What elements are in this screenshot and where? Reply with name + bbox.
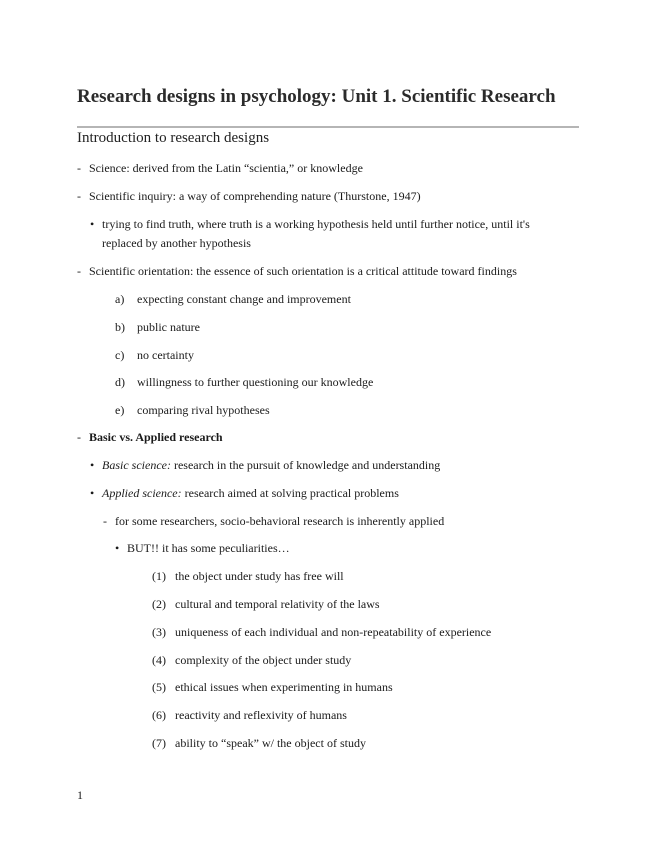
- list-marker: (4): [152, 653, 166, 667]
- list-marker: (2): [152, 597, 166, 611]
- document-title: Research designs in psychology: Unit 1. Scientific Research: [77, 86, 556, 107]
- peculiarity-item: ability to “speak” w/ the object of study: [175, 736, 366, 750]
- dash-marker: -: [77, 264, 81, 278]
- list-marker: a): [115, 292, 125, 306]
- list-marker: (6): [152, 708, 166, 722]
- list-marker: (5): [152, 680, 166, 694]
- list-marker: b): [115, 320, 125, 334]
- orientation-item: expecting constant change and improvement: [137, 292, 351, 306]
- list-marker: d): [115, 375, 125, 389]
- title-divider: [77, 126, 579, 128]
- bold-heading: Basic vs. Applied research: [89, 430, 223, 444]
- orientation-item: willingness to further questioning our knowledge: [137, 375, 374, 389]
- orientation-item: comparing rival hypotheses: [137, 403, 270, 417]
- peculiarity-item: cultural and temporal relativity of the laws: [175, 597, 380, 611]
- dash-marker: -: [103, 514, 107, 528]
- peculiarity-item: uniqueness of each individual and non-repeatability of experience: [175, 625, 492, 639]
- term-basic-science: Basic science:: [102, 458, 171, 472]
- peculiarity-item: complexity of the object under study: [175, 653, 352, 667]
- list-marker: e): [115, 403, 125, 417]
- list-marker: (3): [152, 625, 166, 639]
- bullet-marker: •: [115, 541, 120, 555]
- list-marker: (7): [152, 736, 166, 750]
- item-applied-science: [102, 485, 399, 501]
- dash-marker: -: [77, 189, 81, 203]
- item-science: Science: derived from the Latin “scientia,” or knowledge: [89, 161, 363, 175]
- orientation-item: no certainty: [137, 348, 194, 362]
- item-inquiry: Scientific inquiry: a way of comprehending nature (Thurstone, 1947): [89, 189, 421, 203]
- bullet-marker: •: [90, 217, 95, 231]
- peculiarity-item: reactivity and reflexivity of humans: [175, 708, 347, 722]
- term-applied-science: Applied science:: [102, 486, 182, 500]
- item-basic-science: [102, 457, 440, 473]
- definition-applied-science: research aimed at solving practical problems: [181, 486, 399, 500]
- item-basic-vs-applied: [89, 429, 223, 445]
- bullet-marker: •: [90, 486, 95, 500]
- section-heading: Introduction to research designs: [77, 130, 270, 146]
- item-but: BUT!! it has some peculiarities…: [127, 541, 290, 555]
- orientation-item: public nature: [137, 320, 200, 334]
- list-marker: c): [115, 348, 125, 362]
- bullet-marker: •: [90, 458, 95, 472]
- list-marker: (1): [152, 569, 166, 583]
- dash-marker: -: [77, 430, 81, 444]
- item-orientation: Scientific orientation: the essence of such orientation is a critical attitude toward findings: [89, 264, 517, 278]
- item-inquiry-sub-line1: trying to find truth, where truth is a working hypothesis held until further notice, until it's: [102, 217, 530, 231]
- peculiarity-item: the object under study has free will: [175, 569, 344, 583]
- peculiarity-item: ethical issues when experimenting in humans: [175, 680, 393, 694]
- definition-basic-science: research in the pursuit of knowledge and understanding: [170, 458, 441, 472]
- dash-marker: -: [77, 161, 81, 175]
- item-inquiry-sub-line2: replaced by another hypothesis: [102, 236, 251, 250]
- item-some-researchers: for some researchers, socio-behavioral research is inherently applied: [115, 514, 445, 528]
- page-number: 1: [77, 788, 83, 802]
